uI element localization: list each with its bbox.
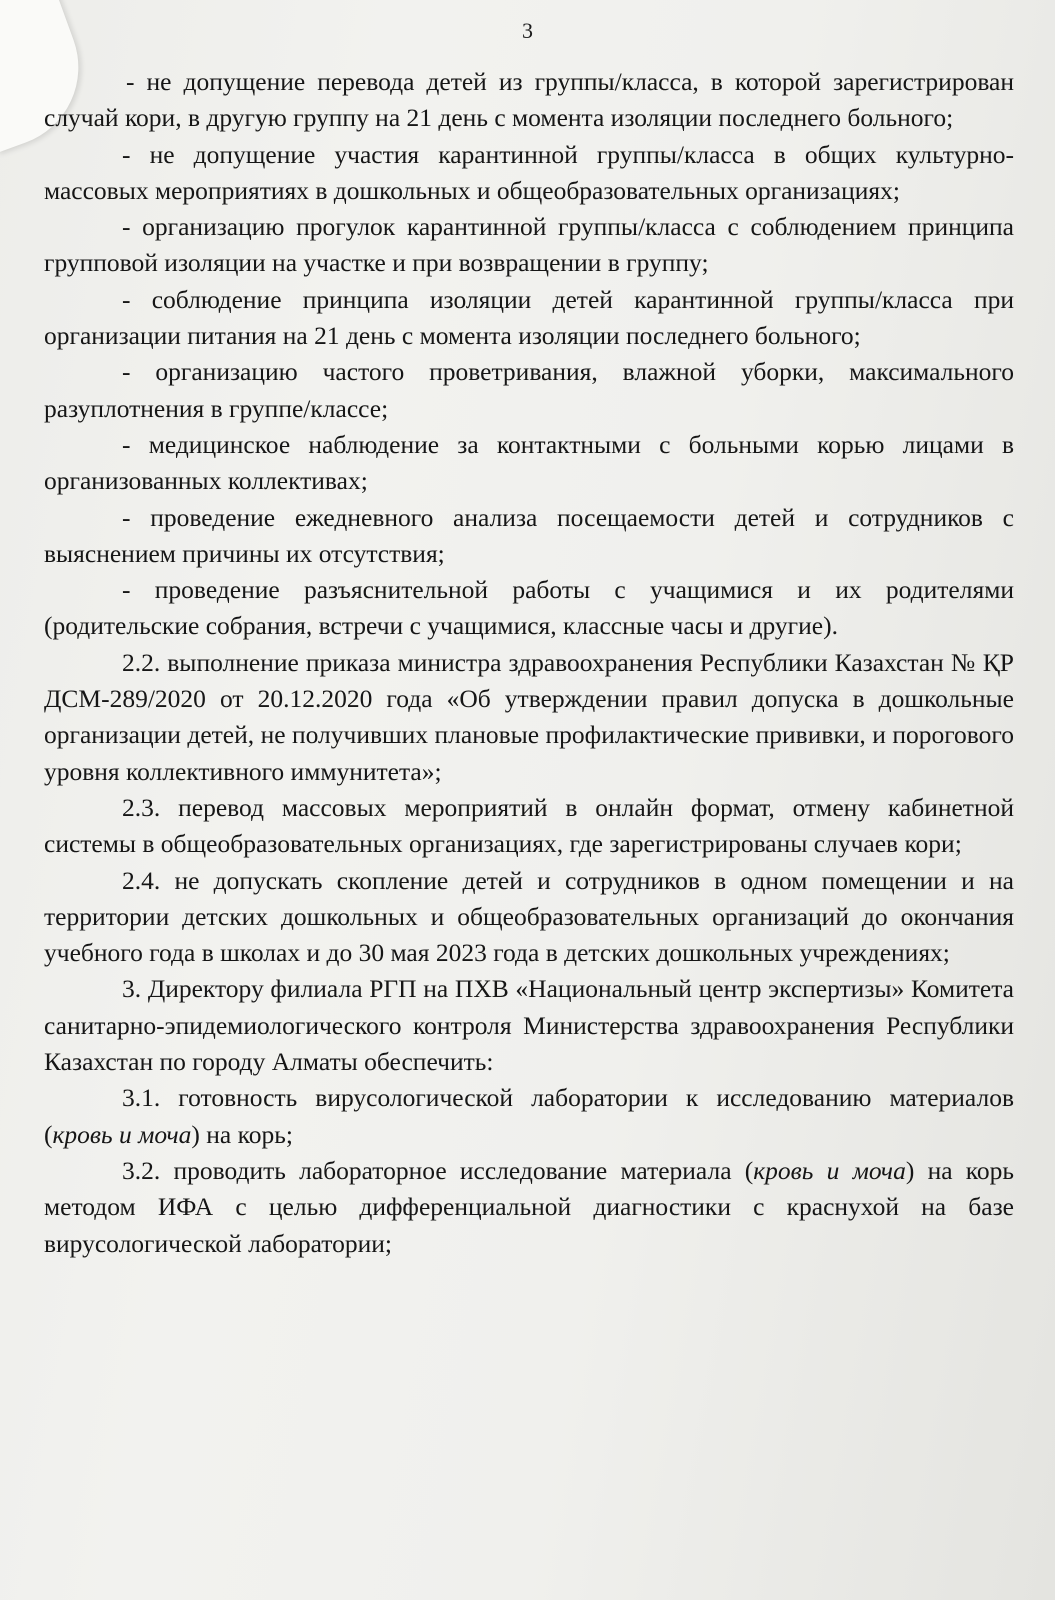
document-body [44, 64, 1014, 1262]
paragraph-bullet-6: - медицинское наблюдение за контактными с больными корью лицами в организованных коллективах; [44, 429, 1014, 496]
paragraph-bullet-5: - организацию частого проветривания, влажной уборки, максимального разуплотнения в группе/классе; [44, 357, 1014, 423]
paragraph-bullet-1: - не допущение перевода детей из группы/класса, в которой зарегистрирован случай кори, в другую группу на 21 день с момента изоляции последнего больного; [44, 67, 1014, 133]
paragraph-bullet-3: - организацию прогулок карантинной группы/класса с соблюдением принципа групповой изоляции на участке и при возвращении в группу; [44, 212, 1014, 278]
paragraph-3-1 [44, 1080, 1014, 1153]
paragraph-3-2-text: 3.2. проводить лабораторное исследование материала ( [122, 1155, 754, 1185]
paragraph-2-2: 2.2. выполнение приказа министра здравоохранения Республики Казахстан № ҚР ДСМ-289/2020 от 20.12.2020 года «Об утверждении правил допуска в дошкольные организации детей, не получивших плановые профилактические прививки, и порогового уровня коллективного иммунитета»; [44, 647, 1014, 786]
paragraph-3: 3. Директору филиала РГП на ПХВ «Национальный центр экспертизы» Комитета санитарно-эпидемиологического контроля Министерства здравоохранения Республики Казахстан по городу Алматы обеспечить: [44, 974, 1014, 1077]
paragraph-3-2-italic: кровь и моча [753, 1155, 906, 1185]
paragraph-2-4: 2.4. не допускать скопление детей и сотрудников в одном помещении и на территории детских дошкольных и общеобразовательных организаций до окончания учебного года в школах и до 30 мая 2023 года в детских дошкольных учреждениях; [44, 865, 1014, 968]
paragraph-bullet-7: - проведение ежедневного анализа посещаемости детей и сотрудников с выяснением причины их отсутствия; [44, 502, 1014, 568]
paragraph-bullet-2: - не допущение участия карантинной группы/класса в общих культурно-массовых мероприятиях в дошкольных и общеобразовательных организациях; [44, 139, 1014, 205]
paragraph-3-2 [44, 1153, 1014, 1262]
paragraph-3-1-text-end: ) на корь; [191, 1119, 293, 1149]
paragraph-2-3: 2.3. перевод массовых мероприятий в онлайн формат, отмену кабинетной системы в общеобразовательных организациях, где зарегистрированы случаев кори; [44, 792, 1014, 859]
paragraph-3-1-text: 3.1. готовность вирусологической лаборатории к исследованию материалов ( [44, 1083, 1014, 1149]
paragraph-bullet-4: - соблюдение принципа изоляции детей карантинной группы/класса при организации питания на 21 день с момента изоляции последнего больного; [44, 284, 1014, 351]
paragraph-3-1-italic: кровь и моча [52, 1119, 192, 1149]
page-number: 3 [522, 18, 533, 43]
paragraph-3-2-text-end: ) на корь методом ИФА с целью дифференциальной диагностики с краснухой на базе вирусологической лаборатории; [44, 1155, 1014, 1258]
paragraph-bullet-8: - проведение разъяснительной работы с учащимися и их родителями (родительские собрания, встречи с учащимися, классные часы и другие). [44, 575, 1014, 641]
